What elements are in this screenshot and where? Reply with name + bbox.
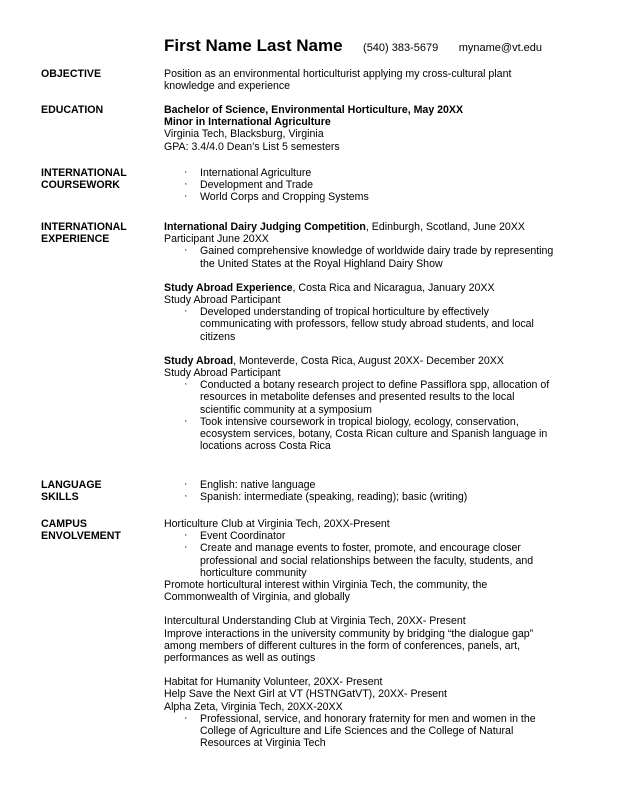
experience-role: Participant June 20XX [164,233,269,246]
bullet-line: professional and social relationships between the faculty, students, and [200,554,534,567]
minor: Minor in International Agriculture [164,116,331,129]
bullet-line: Resources at Virginia Tech [200,737,326,750]
experience-role: Study Abroad Participant [164,367,281,380]
bullet-line: · Create and manage events to foster, promote, and encourage closer [200,542,521,555]
campus-entry-line: Commonwealth of Virginia, and globally [164,591,350,604]
campus-entry-line: Alpha Zeta, Virginia Tech, 20XX-20XX [164,700,343,713]
coursework-label-line: INTERNATIONAL [41,167,127,179]
bullet-line: · Event Coordinator [200,530,286,543]
experience-entry [164,282,584,343]
experience-title: International Dairy Judging Competition [164,221,366,233]
campus-entry-title: Intercultural Understanding Club at Virginia Tech, 20XX- Present [164,615,466,628]
coursework-item: · International Agriculture [164,167,584,179]
experience-role: Study Abroad Participant [164,294,281,307]
bullet-line: scientific community at a symposium [200,403,372,416]
experience-bullet [164,379,584,416]
campus-entry [164,615,584,664]
coursework-label [41,167,159,191]
campus-bullet [164,530,584,542]
campus-entry-line: among members of different cultures in the form of conferences, panels, art, [164,639,521,652]
campus-entry-line: Promote horticultural interest within Virginia Tech, the community, the [164,579,488,592]
bullet-line: resources in metabolite defenses and presented results to the local [200,391,515,404]
bullet-line: · Professional, service, and honorary fraternity for men and women in the [200,712,536,725]
experience-title: Study Abroad [164,354,234,367]
campus-entry-line: performances as well as outings [164,652,316,665]
language-label-line: SKILLS [41,491,79,504]
campus-entry [164,676,584,749]
coursework-item: · Development and Trade [164,179,584,191]
objective-label: OBJECTIVE [41,68,102,80]
school: Virginia Tech, Blacksburg, Virginia [164,128,324,141]
campus-label-line: ENVOLVEMENT [41,530,121,543]
email-address: myname@vt.edu [458,42,543,54]
bullet-line: horticulture community [200,566,307,579]
bullet-line: the United States at the Royal Highland Dairy Show [200,257,443,270]
experience-bullet [164,245,584,269]
objective-line: Position as an environmental horticulturist applying my cross-cultural plant [164,68,512,80]
campus-bullet [164,713,584,750]
campus-bullet [164,542,584,579]
phone-number: (540) 383-5679 [363,42,439,54]
language-item: · English: native language [164,479,584,491]
experience-label-line: INTERNATIONAL [41,221,127,233]
campus-label-line: CAMPUS [41,518,87,530]
bullet-line: citizens [200,330,236,343]
language-label-line: LANGUAGE [41,479,102,491]
campus-entry-line: Improve interactions in the university community by bridging “the dialogue gap” [164,627,534,640]
campus-label [41,518,159,542]
objective-line: knowledge and experience [164,80,291,93]
experience-detail: , Edinburgh, Scotland, June 20XX [365,221,525,233]
campus-entry [164,518,584,603]
experience-bullet [164,306,584,343]
experience-detail: , Costa Rica and Nicaragua, January 20XX [292,281,495,294]
degree: Bachelor of Science, Environmental Horticulture, May 20XX [164,104,464,116]
bullet-line: ecosystem services, botany, Costa Rican culture and Spanish language in [200,428,548,441]
campus-entry-title: Horticulture Club at Virginia Tech, 20XX-Present [164,518,390,530]
bullet-line: · Gained comprehensive knowledge of worldwide dairy trade by representing [200,245,554,258]
resume-header [164,36,542,56]
campus-entry-line: Help Save the Next Girl at VT (HSTNGatVT), 20XX- Present [164,688,447,701]
experience-label [41,221,159,245]
campus-entry-line: Habitat for Humanity Volunteer, 20XX- Present [164,676,383,689]
candidate-name: First Name Last Name [164,36,343,55]
gpa: GPA: 3.4/4.0 Dean’s List 5 semesters [164,140,340,153]
coursework-item: · World Corps and Cropping Systems [164,191,584,203]
experience-label-line: EXPERIENCE [41,233,110,246]
experience-bullet [164,416,584,453]
experience-entry [164,221,584,270]
bullet-line: · Took intensive coursework in tropical biology, ecology, conservation, [200,415,519,428]
bullet-line: · Developed understanding of tropical horticulture by effectively [200,306,489,319]
bullet-line: College of Agriculture and Life Sciences and the College of Natural [200,725,514,738]
bullet-line: locations across Costa Rica [200,440,331,453]
bullet-line: · Conducted a botany research project to define Passiflora spp, allocation of [200,379,550,392]
coursework-label-line: COURSEWORK [41,179,120,192]
education-label: EDUCATION [41,104,104,116]
experience-title: Study Abroad Experience [164,281,293,294]
experience-detail: , Monteverde, Costa Rica, August 20XX- December 20XX [233,354,504,367]
experience-entry [164,355,584,453]
bullet-line: communicating with professors, fellow study abroad students, and local [200,318,534,331]
language-label [41,479,159,503]
language-item: · Spanish: intermediate (speaking, reading); basic (writing) [164,491,584,503]
